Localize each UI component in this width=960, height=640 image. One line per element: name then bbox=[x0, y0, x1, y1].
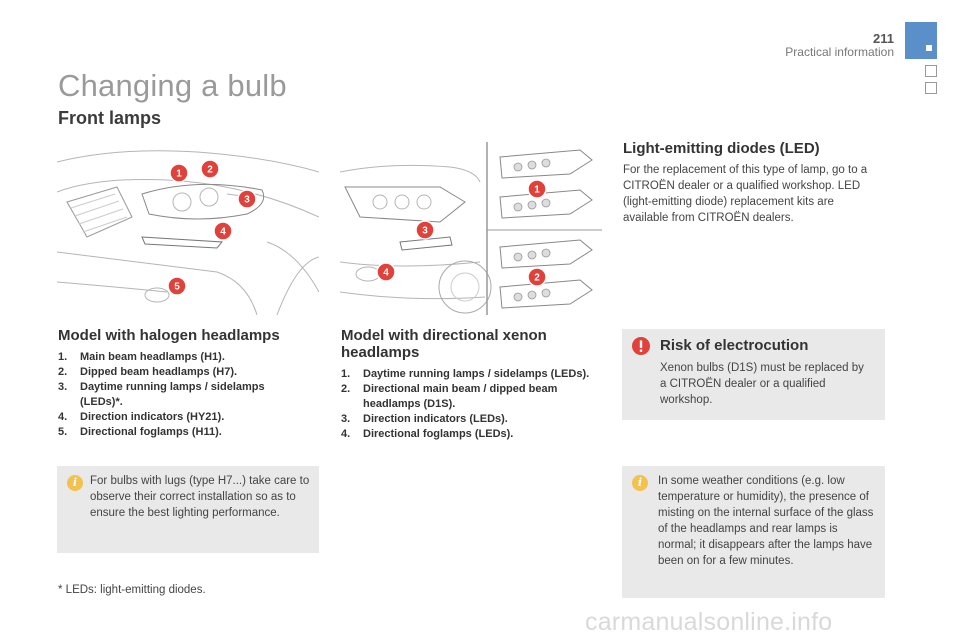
tab-marker-empty bbox=[925, 65, 937, 77]
svg-text:1: 1 bbox=[176, 168, 182, 180]
list-item-text: Dipped beam headlamps (H7). bbox=[80, 366, 238, 378]
callout-badge-2 bbox=[201, 160, 219, 178]
section-tab bbox=[905, 22, 937, 59]
list-item-number: 5. bbox=[58, 426, 68, 438]
list-item-text: Directional main beam / dipped beam headlamps (D1S). bbox=[363, 383, 558, 410]
list-item-text: Direction indicators (HY21). bbox=[80, 411, 225, 423]
list-item-number: 2. bbox=[58, 366, 68, 378]
page-number: 211 bbox=[873, 31, 894, 46]
xenon-headlamp-illustration bbox=[340, 142, 602, 315]
svg-text:2: 2 bbox=[207, 164, 213, 176]
callout-badge-3 bbox=[238, 190, 256, 208]
list-item-text: Main beam headlamps (H1). bbox=[80, 351, 225, 363]
halogen-headlamp-illustration bbox=[57, 142, 319, 315]
led-heading: Light-emitting diodes (LED) bbox=[623, 140, 820, 157]
svg-text:5: 5 bbox=[174, 281, 180, 293]
xenon-bulb-list bbox=[341, 367, 591, 442]
list-item-number: 4. bbox=[341, 428, 351, 440]
list-item-text: Daytime running lamps / sidelamps (LEDs). bbox=[363, 368, 590, 380]
footnote: * LEDs: light-emitting diodes. bbox=[58, 584, 206, 596]
callout-badge-4 bbox=[214, 222, 232, 240]
svg-text:4: 4 bbox=[220, 226, 226, 238]
list-item-number: 4. bbox=[58, 411, 68, 423]
list-item-text: Directional foglamps (H11). bbox=[80, 426, 222, 438]
list-item bbox=[58, 365, 308, 380]
svg-text:4: 4 bbox=[383, 267, 389, 279]
list-item-number: 2. bbox=[341, 383, 351, 395]
svg-text:3: 3 bbox=[244, 194, 250, 206]
list-item-number: 1. bbox=[341, 368, 351, 380]
halogen-bulb-list bbox=[58, 350, 308, 440]
info-lugs-text: For bulbs with lugs (type H7...) take care to observe their correct installation so as to ensure the best lighting performance. bbox=[90, 475, 310, 519]
info-box-weather bbox=[622, 466, 885, 598]
list-item bbox=[58, 350, 308, 365]
svg-text:2: 2 bbox=[534, 272, 540, 284]
list-item-text: Directional foglamps (LEDs). bbox=[363, 428, 514, 440]
list-item bbox=[341, 382, 591, 412]
risk-text: Xenon bulbs (D1S) must be replaced by a CITROËN dealer or a qualified workshop. bbox=[660, 362, 864, 406]
callout-badge-1 bbox=[170, 164, 188, 182]
list-item-text: Daytime running lamps / sidelamps (LEDs)*. bbox=[80, 381, 265, 408]
list-item bbox=[58, 410, 308, 425]
svg-text:3: 3 bbox=[422, 225, 428, 237]
info-box-lugs bbox=[57, 466, 319, 553]
list-item-text: Direction indicators (LEDs). bbox=[363, 413, 508, 425]
callout-badge-4 bbox=[377, 263, 395, 281]
svg-text:1: 1 bbox=[534, 184, 540, 196]
list-item bbox=[341, 412, 591, 427]
callout-badge-3 bbox=[416, 221, 434, 239]
info-weather-text: In some weather conditions (e.g. low temperature or humidity), the presence of misting on the internal surface of the glass of the headlamps and rear lamps is normal; it disappears after the lamps have been on for a few minutes. bbox=[658, 475, 874, 567]
list-item bbox=[341, 427, 591, 442]
list-item-number: 1. bbox=[58, 351, 68, 363]
list-item-number: 3. bbox=[58, 381, 68, 393]
section-label: Practical information bbox=[785, 45, 894, 59]
callout-badge-1 bbox=[528, 180, 546, 198]
tab-marker-empty bbox=[925, 82, 937, 94]
warning-box-electrocution bbox=[622, 329, 885, 420]
halogen-heading: Model with halogen headlamps bbox=[58, 327, 280, 344]
list-item bbox=[341, 367, 591, 382]
callout-badge-2 bbox=[528, 268, 546, 286]
callout-badge-5 bbox=[168, 277, 186, 295]
led-text: For the replacement of this type of lamp, go to a CITROËN dealer or a qualified workshop. LED (light-emitting diode) replacement kits are available from CITROËN dealers. bbox=[623, 164, 868, 224]
xenon-heading: Model with directional xenon headlamps bbox=[341, 327, 547, 361]
watermark: carmanualsonline.info bbox=[585, 608, 833, 636]
list-item-number: 3. bbox=[341, 413, 351, 425]
section-subtitle: Front lamps bbox=[58, 108, 162, 128]
warning-icon bbox=[632, 337, 650, 355]
page-title: Changing a bulb bbox=[58, 68, 287, 103]
risk-heading: Risk of electrocution bbox=[660, 337, 809, 354]
info-icon: i bbox=[632, 475, 648, 491]
list-item bbox=[58, 380, 308, 410]
list-item bbox=[58, 425, 308, 440]
info-icon: i bbox=[67, 475, 83, 491]
